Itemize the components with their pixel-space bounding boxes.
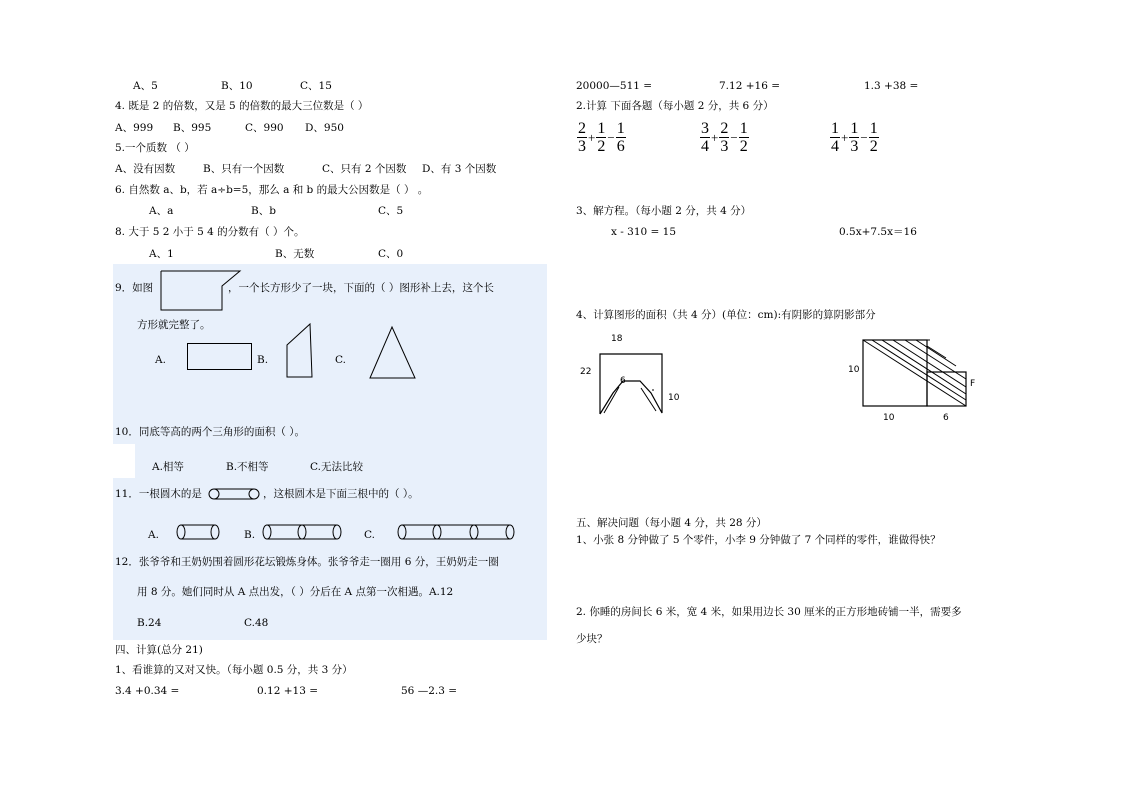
q11-log-b (262, 524, 344, 542)
q12-option-b: B.24 (137, 617, 162, 629)
q11-log-a (176, 524, 222, 542)
calc-1-item-3: 56 —2.3 = (401, 685, 458, 697)
area-figure-2 (860, 338, 975, 413)
fraction: 1 4 (831, 120, 839, 155)
q9-trapezoid-shape (286, 323, 314, 379)
highlight-gap (113, 444, 135, 478)
fraction: $\frac{2}{3}$ (720, 120, 729, 155)
q3-option-b: B、10 (221, 80, 253, 92)
calc-item-6: 1.3 +38 = (864, 80, 919, 92)
q11-option-c: C. (364, 529, 375, 541)
question-5: 5.一个质数 （ ） (115, 142, 195, 154)
question-9-start: 9．如图 (115, 282, 154, 294)
calc-4-title: 4、计算图形的面积（共 4 分）(单位：cm):有阴影的算阴影部分 (576, 309, 876, 321)
q4-option-a: A、999 (115, 122, 154, 134)
q5-option-d: D、有 3 个因数 (422, 163, 497, 175)
fraction-expression-3: 1 4 + $\frac{1}{3}$ − $\frac{1}{2}$ (831, 120, 878, 155)
q4-option-d: D、950 (305, 122, 344, 134)
q12-option-c: C.48 (244, 617, 269, 629)
calc-item-5: 7.12 +16 = (719, 80, 781, 92)
q5-option-b: B、只有一个因数 (203, 163, 285, 175)
calc-2-title: 2.计算 下面各题（每小题 2 分，共 6 分） (576, 100, 774, 112)
q10-option-a: A.相等 (152, 461, 184, 473)
question-12-line1: 12．张爷爷和王奶奶围着圆形花坛锻炼身体。张爷爷走一圈用 6 分，王奶奶走一圈 (115, 556, 499, 568)
calc-item-4: 20000—511 = (576, 80, 653, 92)
question-9-end: 方形就完整了。 (137, 319, 211, 331)
fig2-label-right: F (970, 379, 976, 389)
q9-triangle-shape (369, 326, 417, 380)
fig2-label-bottom1: 10 (883, 413, 895, 423)
fraction: $\frac{1}{2}$ (869, 120, 878, 155)
problem-2-line1: 2. 你睡的房间长 6 米，宽 4 米，如果用边长 30 厘米的正方形地砖铺一半，需要多 (576, 606, 962, 618)
calc-1-title: 1、看谁算的又对又快。（每小题 0.5 分，共 3 分） (115, 664, 353, 676)
calc-1-item-2: 0.12 +13 = (257, 685, 319, 697)
fig2-label-bottom2: 6 (943, 413, 949, 423)
section-5-title: 五、解决问题（每小题 4 分，共 28 分） (576, 517, 767, 529)
q4-option-c: C、990 (245, 122, 284, 134)
q5-option-c: C、只有 2 个因数 (322, 163, 407, 175)
equation-2: 0.5x+7.5x＝16 (839, 226, 917, 238)
question-4: 4. 既是 2 的倍数，又是 5 的倍数的最大三位数是（ ） (115, 100, 369, 112)
question-8: 8. 大于 5 2 小于 5 4 的分数有（ ）个。 (115, 226, 305, 238)
q11-option-b: B. (244, 529, 256, 541)
area-figure-1 (578, 333, 688, 423)
fraction: 3 4 (701, 120, 709, 155)
question-11-text: ，这根圆木是下面三根中的（ ）。 (263, 488, 419, 500)
fraction: $\frac{1}{2}$ (739, 120, 748, 155)
q9-option-a: A. (155, 354, 166, 366)
question-9-text: ，一个长方形少了一块，下面的（ ）图形补上去，这个长 (228, 282, 494, 294)
fraction: $\frac{1}{2}$ (597, 120, 606, 155)
fraction: $\frac{1}{6}$ (616, 120, 625, 155)
question-6: 6. 自然数 a、b，若 a÷b=5，那么 a 和 b 的最大公因数是（ ） 。 (115, 184, 429, 196)
q6-option-c: C、5 (378, 205, 404, 217)
fig1-label-left: 22 (580, 367, 592, 377)
q5-option-a: A、没有因数 (115, 163, 176, 175)
question-10: 10．同底等高的两个三角形的面积（ ）。 (115, 426, 305, 438)
q6-option-b: B、b (251, 205, 276, 217)
q9-option-b: B. (257, 354, 269, 366)
q8-option-b: B、无数 (275, 248, 315, 260)
q10-option-b: B.不相等 (226, 461, 269, 473)
q9-rectangle-shape (187, 343, 253, 371)
problem-2-line2: 少块？ (576, 633, 608, 645)
q8-option-a: A、1 (149, 248, 174, 260)
fraction-expression-1: 2 3 + $\frac{1}{2}$ − $\frac{1}{6}$ (578, 120, 625, 155)
equation-1: x - 310 = 15 (611, 226, 677, 238)
fig2-label-left: 10 (848, 365, 860, 375)
q11-log-c (397, 524, 517, 542)
q6-option-a: A、a (149, 205, 174, 217)
fraction: $\frac{1}{3}$ (850, 120, 859, 155)
calc-1-item-1: 3.4 +0.34 = (115, 685, 180, 697)
question-11-start: 11．一根圆木的是 (115, 488, 202, 500)
fig1-label-right: 10 (668, 393, 680, 403)
q9-option-c: C. (335, 354, 346, 366)
q8-option-c: C、0 (378, 248, 404, 260)
fig1-label-inner: 6 (620, 376, 626, 386)
q11-log-figure (207, 488, 263, 502)
calc-3-title: 3、解方程。（每小题 2 分，共 4 分） (576, 205, 752, 217)
q3-option-c: C、15 (300, 80, 332, 92)
fig1-label-top: 18 (611, 334, 623, 344)
q11-option-a: A. (148, 529, 159, 541)
fraction-expression-2: 3 4 + $\frac{2}{3}$ − $\frac{1}{2}$ (701, 120, 748, 155)
q4-option-b: B、995 (173, 122, 212, 134)
fraction: 2 3 (578, 120, 586, 155)
question-12-line2: 用 8 分。她们同时从 A 点出发，（ ）分后在 A 点第一次相遇。A.12 (137, 586, 454, 598)
section-4-title: 四、计算(总分 21) (115, 644, 203, 656)
problem-1: 1、小张 8 分钟做了 5 个零件，小李 9 分钟做了 7 个同样的零件，谁做得快？ (576, 534, 941, 546)
q3-option-a: A、5 (133, 80, 158, 92)
q10-option-c: C.无法比较 (310, 461, 363, 473)
